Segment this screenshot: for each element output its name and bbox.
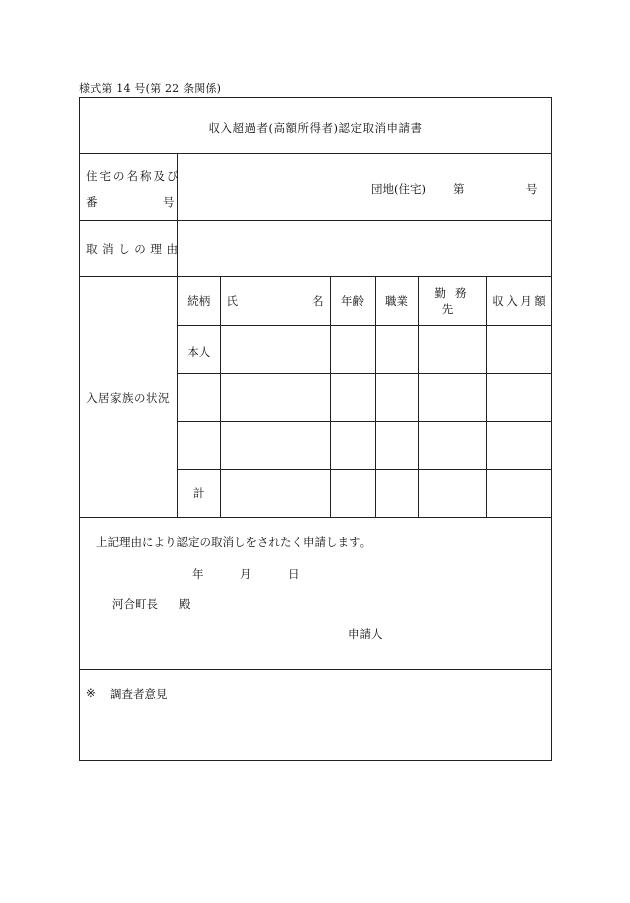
reason-label-cell: [80, 221, 183, 276]
header-workplace: [418, 277, 486, 325]
relation-cell[interactable]: [178, 373, 220, 421]
job-cell[interactable]: [375, 325, 418, 373]
addressee-label: 河合町長: [112, 597, 158, 611]
family-status-label: 入居家族の状況: [86, 391, 170, 405]
family-header-row: [178, 277, 552, 325]
housing-danchi-label: 団地(住宅): [371, 182, 426, 196]
application-form: [79, 97, 552, 761]
family-table: [178, 277, 552, 517]
application-statement-row: [80, 518, 551, 670]
job-cell[interactable]: [375, 469, 418, 517]
family-label-cell: [80, 277, 178, 517]
age-cell[interactable]: [330, 373, 375, 421]
honorific-label: 殿: [179, 597, 191, 611]
total-row: [178, 469, 552, 517]
date-day-label: 日: [288, 567, 300, 581]
workplace-cell[interactable]: [418, 421, 486, 469]
applicant-label: 申請人: [348, 627, 383, 641]
header-name: [220, 277, 330, 325]
header-name-right: 名: [312, 293, 324, 308]
age-cell[interactable]: [330, 469, 375, 517]
header-workplace-text: 勤務先: [434, 285, 476, 316]
header-income-text: 収入月額: [492, 293, 549, 308]
income-cell[interactable]: [486, 325, 552, 373]
date-month-label: 月: [240, 567, 252, 581]
workplace-cell[interactable]: [418, 469, 486, 517]
table-row: [178, 421, 552, 469]
workplace-cell[interactable]: [418, 325, 486, 373]
header-name-left: 氏: [226, 293, 238, 308]
table-row: [178, 373, 552, 421]
job-cell[interactable]: [375, 373, 418, 421]
name-cell[interactable]: [220, 469, 330, 517]
relation-self: 本人: [187, 344, 211, 359]
date-year-label: 年: [192, 567, 204, 581]
age-cell[interactable]: [330, 421, 375, 469]
cancellation-reason-row: [80, 221, 551, 277]
name-cell[interactable]: [220, 325, 330, 373]
investigator-opinion-label: 調査者意見: [110, 687, 168, 701]
header-job: 職業: [375, 277, 418, 325]
header-age: 年齢: [330, 277, 375, 325]
declaration-text: 上記理由により認定の取消しをされたく申請します。: [96, 535, 372, 549]
income-cell[interactable]: [486, 421, 552, 469]
relation-total: 計: [193, 486, 205, 501]
title-row: [80, 98, 551, 154]
family-status-row: [80, 277, 551, 518]
housing-address-label-ban: 番: [86, 195, 98, 209]
workplace-cell[interactable]: [418, 373, 486, 421]
housing-address-label-line1: 住宅の名称及び: [86, 169, 181, 183]
table-row: [178, 325, 552, 373]
form-number-label: 様式第 14 号(第 22 条関係): [79, 82, 222, 95]
age-cell[interactable]: [330, 325, 375, 373]
name-cell[interactable]: [220, 373, 330, 421]
reason-label: 取消しの理由: [86, 242, 183, 256]
name-cell[interactable]: [220, 421, 330, 469]
header-relation: 続柄: [178, 277, 220, 325]
housing-address-row: [80, 154, 551, 221]
reference-mark-icon: ※: [86, 686, 96, 700]
investigator-opinion-row: [80, 670, 551, 762]
relation-cell[interactable]: [178, 421, 220, 469]
form-title: 収入超過者(高額所得者)認定取消申請書: [208, 121, 423, 135]
housing-dai-label: 第: [453, 182, 465, 196]
relation-cell: [178, 325, 220, 373]
job-cell[interactable]: [375, 421, 418, 469]
housing-address-label-go: 号: [163, 195, 175, 209]
housing-go-label: 号: [526, 182, 538, 196]
income-cell[interactable]: [486, 373, 552, 421]
header-income: [486, 277, 552, 325]
housing-address-label-cell: [80, 154, 181, 220]
income-cell[interactable]: [486, 469, 552, 517]
